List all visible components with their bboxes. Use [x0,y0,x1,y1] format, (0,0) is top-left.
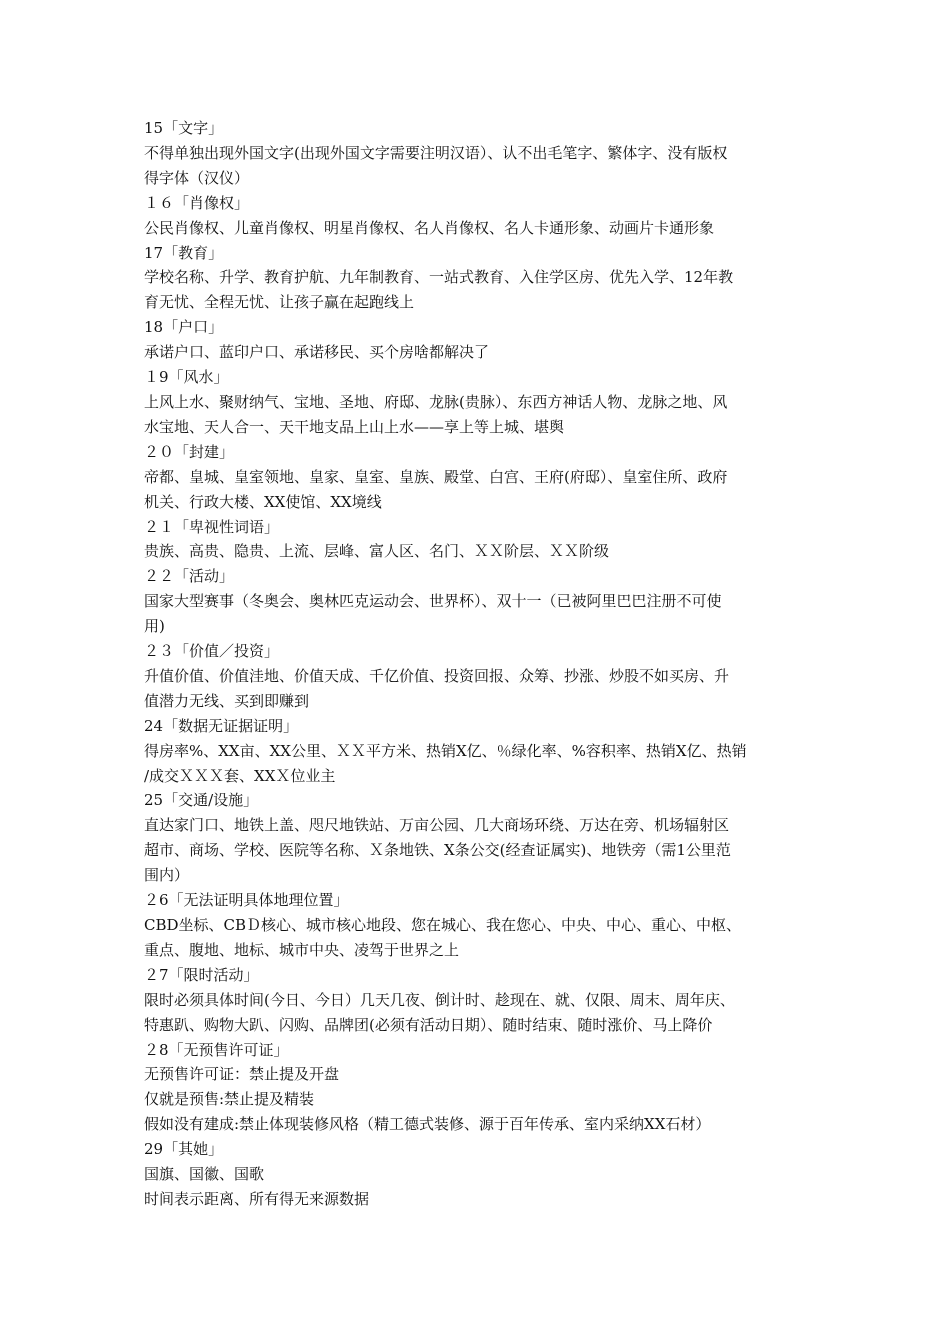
body-line: 帝都、皇城、皇室领地、皇家、皇室、皇族、殿堂、白宫、王府(府邸）、皇室住所、政府 [144,467,728,486]
section-body [144,465,810,515]
section-body [144,539,810,564]
section-heading: 29「其她」 [144,1140,224,1159]
section-body [144,390,810,440]
section-body [144,1062,810,1137]
section-heading: １６「肖像权」 [144,193,250,212]
rule-section [144,1137,810,1212]
body-line: 时间表示距离、所有得无来源数据 [144,1189,370,1208]
body-line: 国家大型赛事（冬奥会、奥林匹克运动会、世界杯）、双十一（已被阿里巴巴注册不可使 [144,592,722,611]
rule-section [144,788,810,888]
body-line: 上风上水、聚财纳气、宝地、圣地、府邸、龙脉(贵脉）、东西方神话人物、龙脉之地、风 [144,392,728,411]
body-line: 无预售许可证：禁止提及开盘 [144,1065,340,1084]
body-line: 围内） [144,866,190,885]
body-line: 仅就是预售:禁止提及精装 [144,1090,315,1109]
body-line: 限时必须具体时间(今日、今日）几天几夜、倒计时、趁现在、就、仅限、周末、周年庆、 [144,990,735,1009]
section-body [144,913,810,963]
body-line: 育无忧、全程无忧、让孩子赢在起跑线上 [144,293,415,312]
body-line: 用) [144,617,165,636]
document-page [144,116,810,1212]
rule-section [144,963,810,1038]
section-heading: 25「交通/设施」 [144,791,259,810]
section-heading: 18「户口」 [144,318,224,337]
rule-section [144,639,810,714]
rule-section [144,241,810,316]
section-body [144,265,810,315]
section-heading: ２０「封建」 [144,442,235,461]
rule-section [144,440,810,515]
body-line: 得字体（汉仪） [144,168,250,187]
body-line: 国旗、国徽、国歌 [144,1165,265,1184]
body-line: 不得单独出现外国文字(出现外国文字需要注明汉语）、认不出毛笔字、繁体字、没有版权 [144,143,728,162]
section-heading: １9「风水」 [144,368,229,387]
section-heading: ２7「限时活动」 [144,965,259,984]
body-line: 贵族、高贵、隐贵、上流、层峰、富人区、名门、ＸＸ阶层、ＸＸ阶级 [144,542,610,561]
rule-section [144,714,810,789]
body-line: 值潜力无线、买到即赚到 [144,691,310,710]
rule-section [144,365,810,440]
body-line: 假如没有建成:禁止体现装修风格（精工德式装修、源于百年传承、室内采纳XX石材） [144,1115,711,1134]
section-body [144,1162,810,1212]
section-body [144,813,810,888]
body-line: 得房率%、XX亩、XX公里、ＸＸ平方米、热销X亿、％绿化率、%容积率、热销X亿、热销 [144,741,747,760]
body-line: 承诺户口、蓝印户口、承诺移民、买个房啥都解决了 [144,343,490,362]
body-line: 升值价值、价值洼地、价值天成、千亿价值、投资回报、众筹、抄涨、炒股不如买房、升 [144,666,730,685]
section-body [144,739,810,789]
body-line: 机关、行政大楼、XX使馆、XX境线 [144,492,382,511]
section-body [144,340,810,365]
body-line: 公民肖像权、儿童肖像权、明星肖像权、名人肖像权、名人卡通形象、动画片卡通形象 [144,218,715,237]
rule-section [144,315,810,365]
body-line: /成交ＸＸＸ套、XXＸ位业主 [144,766,336,785]
rule-section [144,888,810,963]
rule-section [144,116,810,191]
rule-section [144,515,810,565]
body-line: 超市、商场、学校、医院等名称、Ｘ条地铁、X条公交(经查证属实)、地铁旁（需1公里范 [144,841,731,860]
section-body [144,216,810,241]
section-body [144,664,810,714]
section-heading: 15「文字」 [144,119,224,137]
section-heading: ２３「价值／投资」 [144,642,280,661]
section-heading: 17「教育」 [144,243,224,262]
body-line: 学校名称、升学、教育护航、九年制教育、一站式教育、入住学区房、优先入学、12年教 [144,268,734,287]
rule-section [144,564,810,639]
section-heading: ２6「无法证明具体地理位置」 [144,891,349,910]
section-body [144,589,810,639]
body-line: 直达家门口、地铁上盖、咫尺地铁站、万亩公园、几大商场环绕、万达在旁、机场辐射区 [144,816,730,835]
section-body [144,141,810,191]
section-heading: ２２「活动」 [144,567,235,586]
body-line: 特惠趴、购物大趴、闪购、品牌团(必须有活动日期）、随时结束、随时涨价、马上降价 [144,1015,713,1034]
section-body [144,988,810,1038]
rule-section [144,191,810,241]
section-heading: ２8「无预售许可证」 [144,1040,289,1059]
body-line: 水宝地、天人合一、天干地支品上山上水——享上等上城、堪舆 [144,417,565,436]
body-line: 重点、腹地、地标、城市中央、凌驾于世界之上 [144,940,460,959]
section-heading: 24「数据无证据证明」 [144,716,299,735]
body-line: CBD坐标、CBＤ核心、城市核心地段、您在城心、我在您心、中央、中心、重心、中枢、 [144,916,742,934]
section-heading: ２１「卑视性词语」 [144,517,280,536]
rule-section [144,1038,810,1138]
